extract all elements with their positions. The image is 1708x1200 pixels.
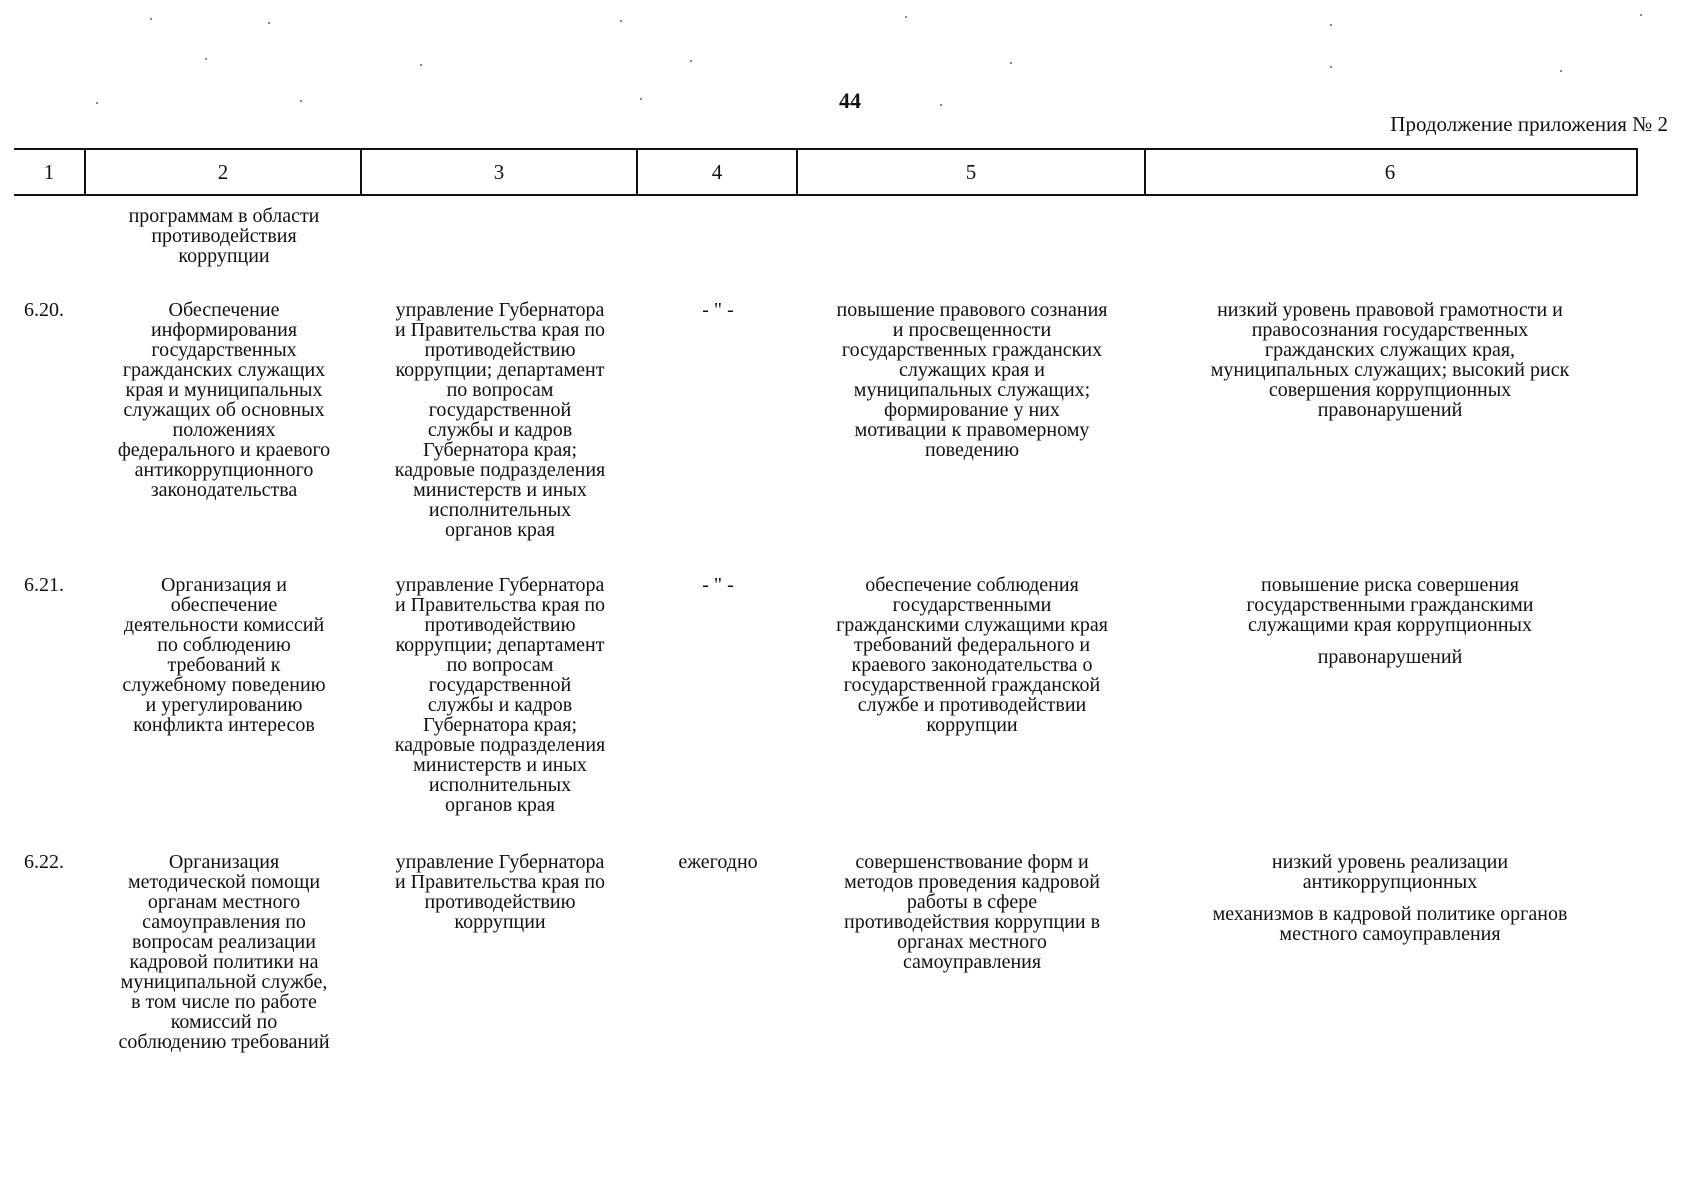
risk-cell: низкий уровень реализации антикоррупционных [1271,851,1509,893]
header-col-3: 3 [360,150,636,194]
risk-cell-continued: механизмов в кадровой политике органов местного самоуправления [1212,903,1568,945]
continuation-label: Продолжение приложения № 2 [1390,112,1668,136]
responsible-cell: управление Губернатора и Правительства края по противодействию коррупции [394,851,606,933]
row-number: 6.21. [24,574,64,596]
term-cell: ежегодно [678,851,758,873]
header-col-2: 2 [84,150,360,194]
responsible-cell: управление Губернатора и Правительства края по противодействию коррупции; департамент по вопросам государственной службы и кадров Губернатора края; кадровые подразделения министерств и иных исполнительных органов края [394,299,606,541]
risk-cell: низкий уровень правовой грамотности и правосознания государственных гражданских служащих края, муниципальных служащих; высокий риск совершения коррупционных правонарушений [1210,299,1570,421]
measure-cell: Обеспечение информирования государственных гражданских служащих края и муниципальных служащих об основных положениях федерального и краевого антикоррупционного законодательства [117,299,331,501]
header-col-4: 4 [636,150,796,194]
table-header [14,148,1638,196]
term-cell: - " - [702,574,734,596]
measure-cell: Организация и обеспечение деятельности комиссий по соблюдению требований к служебному поведению и урегулированию конфликта интересов [122,574,326,736]
result-cell: обеспечение соблюдения государственными гражданскими служащими края требований федерального и краевого законодательства о государственной гражданской службе и противодействии коррупции [836,574,1108,736]
carryover-text: программам в области противодействия коррупции [128,205,320,267]
risk-cell: повышение риска совершения государственными гражданскими служащими края коррупционных [1246,574,1534,636]
risk-cell-continued: правонарушений [1317,646,1463,668]
term-cell: - " - [702,299,734,321]
row-number: 6.20. [24,299,64,321]
page-number: 44 [839,88,861,113]
header-col-6: 6 [1144,150,1634,194]
header-col-1: 1 [43,160,55,184]
result-cell: повышение правового сознания и просвещенности государственных гражданских служащих края и муниципальных служащих; формирование у них мотивации к правомерному поведению [836,299,1108,461]
responsible-cell: управление Губернатора и Правительства края по противодействию коррупции; департамент по вопросам государственной службы и кадров Губернатора края; кадровые подразделения министерств и иных исполнительных органов края [394,574,606,816]
row-number: 6.22. [24,851,64,873]
header-col-5: 5 [796,150,1144,194]
result-cell: совершенствование форм и методов проведения кадровой работы в сфере противодействия коррупции в органах местного самоуправления [843,851,1101,973]
measure-cell: Организация методической помощи органам местного самоуправления по вопросам реализации кадровой политики на муниципальной службе, в том числе по работе комиссий по соблюдению требований [118,851,330,1053]
